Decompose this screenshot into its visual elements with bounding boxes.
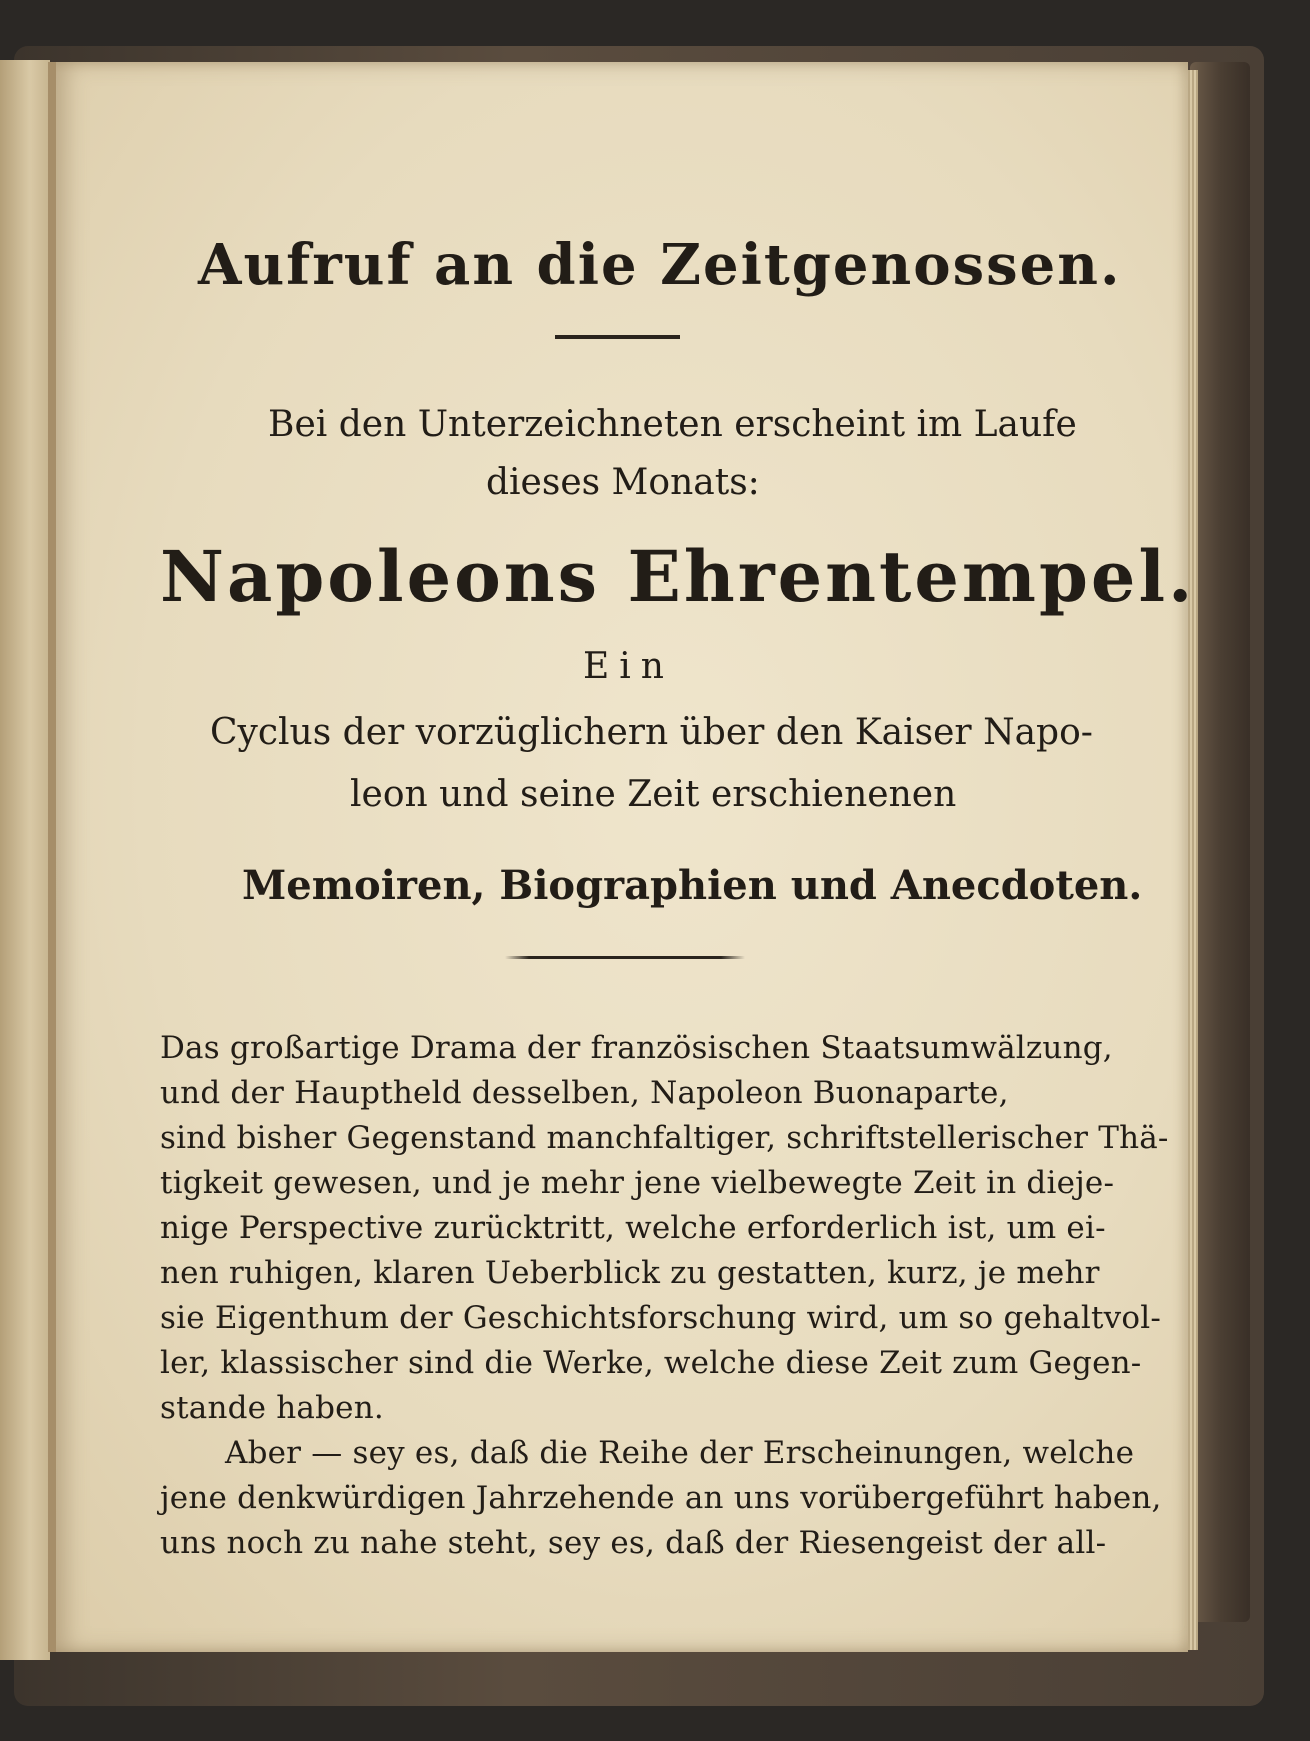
subtitle-line: Memoiren, Biographien und Anecdoten. (242, 862, 1143, 909)
subtitle-line: leon und seine Zeit erschienenen (350, 774, 957, 815)
ein-word: Ein (583, 646, 674, 687)
body-line: sie Eigenthum der Geschichtsforschung wird, um so gehaltvol- (160, 1300, 1162, 1336)
divider-rule (555, 335, 680, 339)
body-line: jene denkwürdigen Jahrzehende an uns vorübergeführt haben, (160, 1480, 1162, 1516)
body-line: Das großartige Drama der französischen Staatsumwälzung, (160, 1030, 1113, 1066)
page-heading: Aufruf an die Zeitgenossen. (198, 232, 1122, 298)
body-line: nen ruhigen, klaren Ueberblick zu gestatten, kurz, je mehr (160, 1255, 1100, 1291)
cover-edge (1190, 62, 1250, 1622)
body-line: nige Perspective zurücktritt, welche erforderlich ist, um ei- (160, 1210, 1106, 1246)
body-line: uns noch zu nahe steht, sey es, daß der Riesengeist der all- (160, 1525, 1107, 1561)
divider-rule (505, 956, 745, 959)
body-line: sind bisher Gegenstand manchfaltiger, schriftstellerischer Thä- (160, 1120, 1169, 1156)
body-line: Aber — sey es, daß die Reihe der Erscheinungen, welche (225, 1435, 1135, 1471)
body-line: und der Hauptheld desselben, Napoleon Buonaparte, (160, 1075, 1009, 1111)
page-gutter (48, 62, 56, 1652)
body-line: ler, klassischer sind die Werke, welche diese Zeit zum Gegen- (160, 1345, 1142, 1381)
book-title: Napoleons Ehrentempel. (160, 535, 1196, 618)
intro-line: dieses Monats: (486, 462, 760, 503)
body-line: tigkeit gewesen, und je mehr jene vielbewegte Zeit in dieje- (160, 1165, 1115, 1201)
intro-line: Bei den Unterzeichneten erscheint im Laufe (268, 404, 1077, 445)
previous-page-edge (0, 60, 50, 1660)
body-line: stande haben. (160, 1390, 384, 1426)
subtitle-line: Cyclus der vorzüglichern über den Kaiser Napo- (210, 712, 1093, 753)
